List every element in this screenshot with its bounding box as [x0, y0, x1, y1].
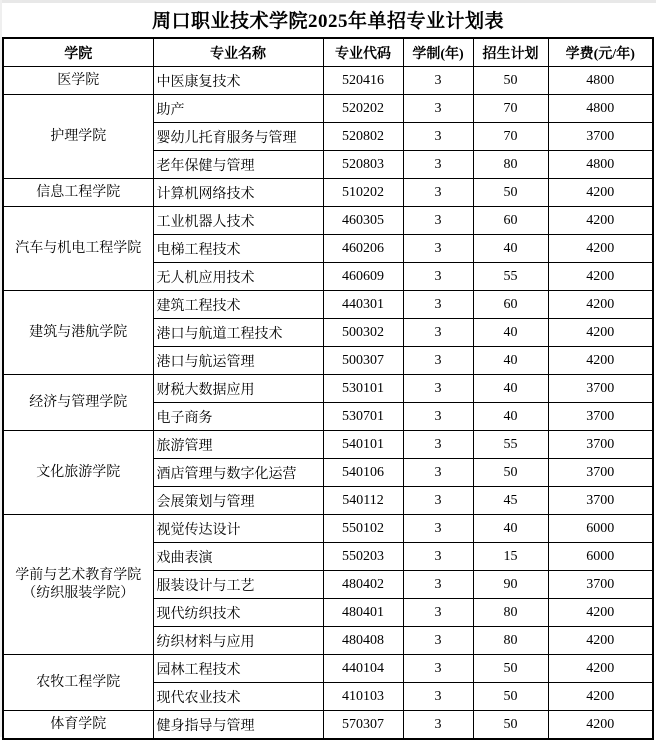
college-cell: [3, 375, 153, 431]
plan-cell: 50: [473, 179, 548, 207]
plan-cell: 80: [473, 599, 548, 627]
plan-cell: 40: [473, 403, 548, 431]
major-code-cell: 550102: [323, 515, 403, 543]
college-name-line: 学前与艺术教育学院: [15, 567, 142, 583]
major-name-cell: 现代农业技术: [153, 683, 323, 711]
header-major-code: 专业代码: [323, 38, 403, 67]
major-name-cell: 电子商务: [153, 403, 323, 431]
table-row: [3, 67, 653, 95]
fee-cell: 3700: [548, 123, 653, 151]
header-major-name: 专业名称: [153, 38, 323, 67]
table-row: [3, 291, 653, 319]
fee-cell: 4200: [548, 655, 653, 683]
fee-cell: 3700: [548, 375, 653, 403]
major-name-cell: 助产: [153, 95, 323, 123]
years-cell: 3: [403, 347, 473, 375]
major-name-cell: 酒店管理与数字化运营: [153, 459, 323, 487]
table-row: [3, 711, 653, 740]
years-cell: 3: [403, 291, 473, 319]
major-code-cell: 520202: [323, 95, 403, 123]
major-code-cell: 440301: [323, 291, 403, 319]
college-cell: [3, 179, 153, 207]
years-cell: 3: [403, 655, 473, 683]
years-cell: 3: [403, 207, 473, 235]
table-row: [3, 375, 653, 403]
major-name-cell: 建筑工程技术: [153, 291, 323, 319]
plan-cell: 40: [473, 375, 548, 403]
header-row: [3, 38, 653, 67]
major-code-cell: 550203: [323, 543, 403, 571]
major-name-cell: 老年保健与管理: [153, 151, 323, 179]
college-name-line: 汽车与机电工程学院: [15, 240, 142, 256]
college-cell: [3, 431, 153, 515]
header-fee: 学费(元/年): [548, 38, 653, 67]
fee-cell: 3700: [548, 431, 653, 459]
fee-cell: 4200: [548, 711, 653, 740]
plan-cell: 45: [473, 487, 548, 515]
college-name-line: 信息工程学院: [36, 184, 121, 200]
major-name-cell: 健身指导与管理: [153, 711, 323, 740]
years-cell: 3: [403, 263, 473, 291]
major-code-cell: 540101: [323, 431, 403, 459]
college-cell: [3, 515, 153, 655]
major-name-cell: 现代纺织技术: [153, 599, 323, 627]
plan-cell: 80: [473, 151, 548, 179]
college-name-line: 医学院: [57, 72, 100, 88]
major-code-cell: 540106: [323, 459, 403, 487]
major-code-cell: 410103: [323, 683, 403, 711]
college-name-line: 体育学院: [50, 716, 107, 732]
college-name-line: （纺织服装学院）: [22, 585, 135, 601]
major-name-cell: 工业机器人技术: [153, 207, 323, 235]
plan-cell: 55: [473, 263, 548, 291]
years-cell: 3: [403, 487, 473, 515]
major-code-cell: 460609: [323, 263, 403, 291]
plan-cell: 70: [473, 123, 548, 151]
college-cell: [3, 207, 153, 291]
plan-cell: 60: [473, 291, 548, 319]
fee-cell: 4200: [548, 291, 653, 319]
plan-cell: 80: [473, 627, 548, 655]
table-row: [3, 431, 653, 459]
major-code-cell: 480401: [323, 599, 403, 627]
plan-table-body: [3, 67, 653, 740]
plan-cell: 90: [473, 571, 548, 599]
fee-cell: 4800: [548, 151, 653, 179]
years-cell: 3: [403, 123, 473, 151]
major-name-cell: 视觉传达设计: [153, 515, 323, 543]
years-cell: 3: [403, 431, 473, 459]
major-name-cell: 婴幼儿托育服务与管理: [153, 123, 323, 151]
years-cell: 3: [403, 319, 473, 347]
page-title: 周口职业技术学院2025年单招专业计划表: [151, 11, 504, 32]
years-cell: 3: [403, 67, 473, 95]
table-row: [3, 179, 653, 207]
major-name-cell: 园林工程技术: [153, 655, 323, 683]
header-plan: 招生计划: [473, 38, 548, 67]
major-code-cell: 460305: [323, 207, 403, 235]
major-name-cell: 计算机网络技术: [153, 179, 323, 207]
major-name-cell: 旅游管理: [153, 431, 323, 459]
college-cell: [3, 291, 153, 375]
major-name-cell: 纺织材料与应用: [153, 627, 323, 655]
table-row: [3, 515, 653, 543]
plan-cell: 40: [473, 347, 548, 375]
fee-cell: 4200: [548, 319, 653, 347]
fee-cell: 4200: [548, 235, 653, 263]
years-cell: 3: [403, 95, 473, 123]
enrollment-plan-table: [2, 37, 654, 740]
major-name-cell: 港口与航运管理: [153, 347, 323, 375]
plan-cell: 50: [473, 459, 548, 487]
plan-cell: 50: [473, 683, 548, 711]
fee-cell: 4200: [548, 627, 653, 655]
fee-cell: 4800: [548, 67, 653, 95]
years-cell: 3: [403, 627, 473, 655]
major-code-cell: 570307: [323, 711, 403, 740]
fee-cell: 3700: [548, 487, 653, 515]
college-name-line: 经济与管理学院: [29, 394, 128, 410]
table-row: [3, 207, 653, 235]
plan-cell: 60: [473, 207, 548, 235]
years-cell: 3: [403, 151, 473, 179]
years-cell: 3: [403, 459, 473, 487]
fee-cell: 6000: [548, 515, 653, 543]
major-code-cell: 500307: [323, 347, 403, 375]
major-name-cell: 服装设计与工艺: [153, 571, 323, 599]
years-cell: 3: [403, 235, 473, 263]
major-name-cell: 中医康复技术: [153, 67, 323, 95]
college-name-line: 建筑与港航学院: [29, 324, 128, 340]
college-cell: [3, 67, 153, 95]
major-code-cell: 520802: [323, 123, 403, 151]
plan-cell: 50: [473, 655, 548, 683]
table-row: [3, 95, 653, 123]
major-code-cell: 530701: [323, 403, 403, 431]
major-code-cell: 520803: [323, 151, 403, 179]
fee-cell: 4200: [548, 263, 653, 291]
fee-cell: 4800: [548, 95, 653, 123]
fee-cell: 4200: [548, 179, 653, 207]
major-code-cell: 480402: [323, 571, 403, 599]
fee-cell: 4200: [548, 347, 653, 375]
years-cell: 3: [403, 543, 473, 571]
table-row: [3, 655, 653, 683]
years-cell: 3: [403, 179, 473, 207]
plan-cell: 15: [473, 543, 548, 571]
major-code-cell: 440104: [323, 655, 403, 683]
table-header: [3, 38, 653, 67]
fee-cell: 3700: [548, 403, 653, 431]
plan-cell: 40: [473, 235, 548, 263]
major-code-cell: 530101: [323, 375, 403, 403]
plan-cell: 50: [473, 67, 548, 95]
college-name-line: 农牧工程学院: [36, 674, 121, 690]
college-cell: [3, 95, 153, 179]
major-code-cell: 520416: [323, 67, 403, 95]
college-cell: [3, 655, 153, 711]
plan-cell: 55: [473, 431, 548, 459]
fee-cell: 3700: [548, 459, 653, 487]
years-cell: 3: [403, 571, 473, 599]
college-cell: [3, 711, 153, 740]
major-name-cell: 戏曲表演: [153, 543, 323, 571]
major-code-cell: 510202: [323, 179, 403, 207]
college-name-line: 文化旅游学院: [36, 464, 121, 480]
major-name-cell: 无人机应用技术: [153, 263, 323, 291]
plan-cell: 40: [473, 515, 548, 543]
plan-cell: 40: [473, 319, 548, 347]
major-name-cell: 港口与航道工程技术: [153, 319, 323, 347]
plan-cell: 50: [473, 711, 548, 740]
years-cell: 3: [403, 683, 473, 711]
major-name-cell: 电梯工程技术: [153, 235, 323, 263]
fee-cell: 3700: [548, 571, 653, 599]
years-cell: 3: [403, 599, 473, 627]
years-cell: 3: [403, 711, 473, 740]
fee-cell: 4200: [548, 683, 653, 711]
major-name-cell: 财税大数据应用: [153, 375, 323, 403]
years-cell: 3: [403, 403, 473, 431]
college-name-line: 护理学院: [50, 128, 107, 144]
header-college: 学院: [3, 38, 153, 67]
fee-cell: 4200: [548, 599, 653, 627]
years-cell: 3: [403, 375, 473, 403]
header-years: 学制(年): [403, 38, 473, 67]
fee-cell: 6000: [548, 543, 653, 571]
major-name-cell: 会展策划与管理: [153, 487, 323, 515]
major-code-cell: 460206: [323, 235, 403, 263]
years-cell: 3: [403, 515, 473, 543]
major-code-cell: 480408: [323, 627, 403, 655]
major-code-cell: 540112: [323, 487, 403, 515]
plan-cell: 70: [473, 95, 548, 123]
major-code-cell: 500302: [323, 319, 403, 347]
fee-cell: 4200: [548, 207, 653, 235]
